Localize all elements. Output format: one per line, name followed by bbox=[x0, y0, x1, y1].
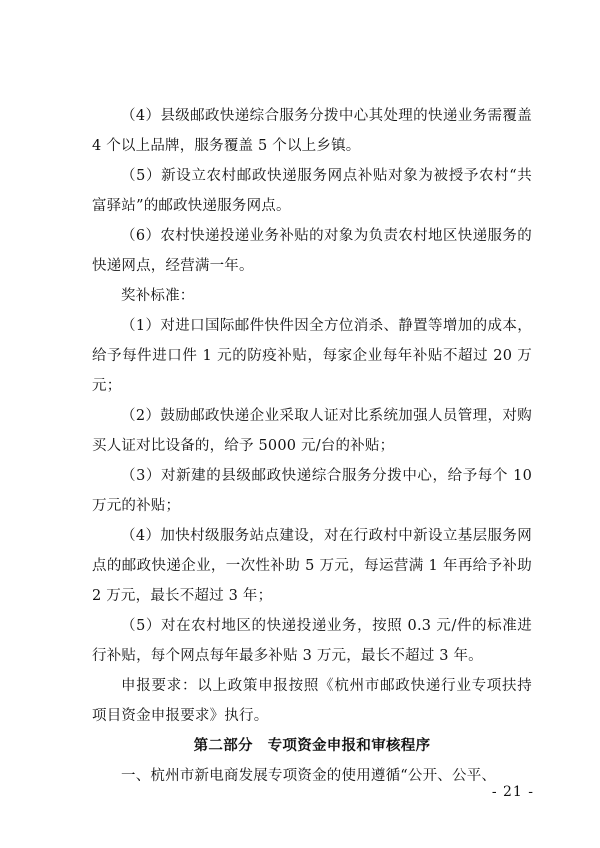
paragraph-courier-hub-brands: （4）县级邮政快递综合服务分拨中心其处理的快递业务需覆盖 4 个以上品牌，服务覆盖 5 个以上乡镇。 bbox=[92, 108, 532, 154]
paragraph-county-hub-subsidy: （3）对新建的县级邮政快递综合服务分拨中心，给予每个 10 万元的补贴； bbox=[92, 468, 532, 514]
subsidy-standard-label: 奖补标准： bbox=[121, 288, 195, 304]
paragraph-village-station-subsidy: （4）加快村级服务站点建设，对在行政村中新设立基层服务网点的邮政快递企业，一次性补助 5 万元，每运营满 1 年再给予补助 2 万元，最长不超过 3 年； bbox=[92, 528, 532, 604]
paragraph-rural-delivery-subsidy: （5）对在农村地区的快递投递业务，按照 0.3 元/件的标准进行补贴，每个网点每年最多补贴 3 万元，最长不超过 3 年。 bbox=[92, 618, 532, 664]
paragraph-epidemic-prevention-subsidy: （1）对进口国际邮件快件因全方位消杀、静置等增加的成本，给予每件进口件 1 元的防疫补贴，每家企业每年补贴不超过 20 万元； bbox=[92, 318, 532, 394]
paragraph-application-requirements: 申报要求：以上政策申报按照《杭州市邮政快递行业专项扶持项目资金申报要求》执行。 bbox=[92, 678, 532, 724]
paragraph-id-verification-subsidy: （2）鼓励邮政快递企业采取人证对比系统加强人员管理，对购买人证对比设备的，给予 5000 元/台的补贴； bbox=[92, 408, 532, 454]
section-heading: 第二部分 专项资金申报和审核程序 bbox=[193, 738, 431, 754]
paragraph-rural-outlet-subsidy-target: （5）新设立农村邮政快递服务网点补贴对象为被授予农村“共富驿站”的邮政快递服务网点。 bbox=[92, 168, 532, 214]
document-body bbox=[92, 101, 532, 791]
paragraph-fund-principles: 一、杭州市新电商发展专项资金的使用遵循“公开、公平、 bbox=[121, 768, 497, 784]
page-number: - 21 - bbox=[491, 784, 534, 800]
paragraph-rural-delivery-subsidy-target: （6）农村快递投递业务补贴的对象为负责农村地区快递服务的快递网点，经营满一年。 bbox=[92, 228, 532, 274]
